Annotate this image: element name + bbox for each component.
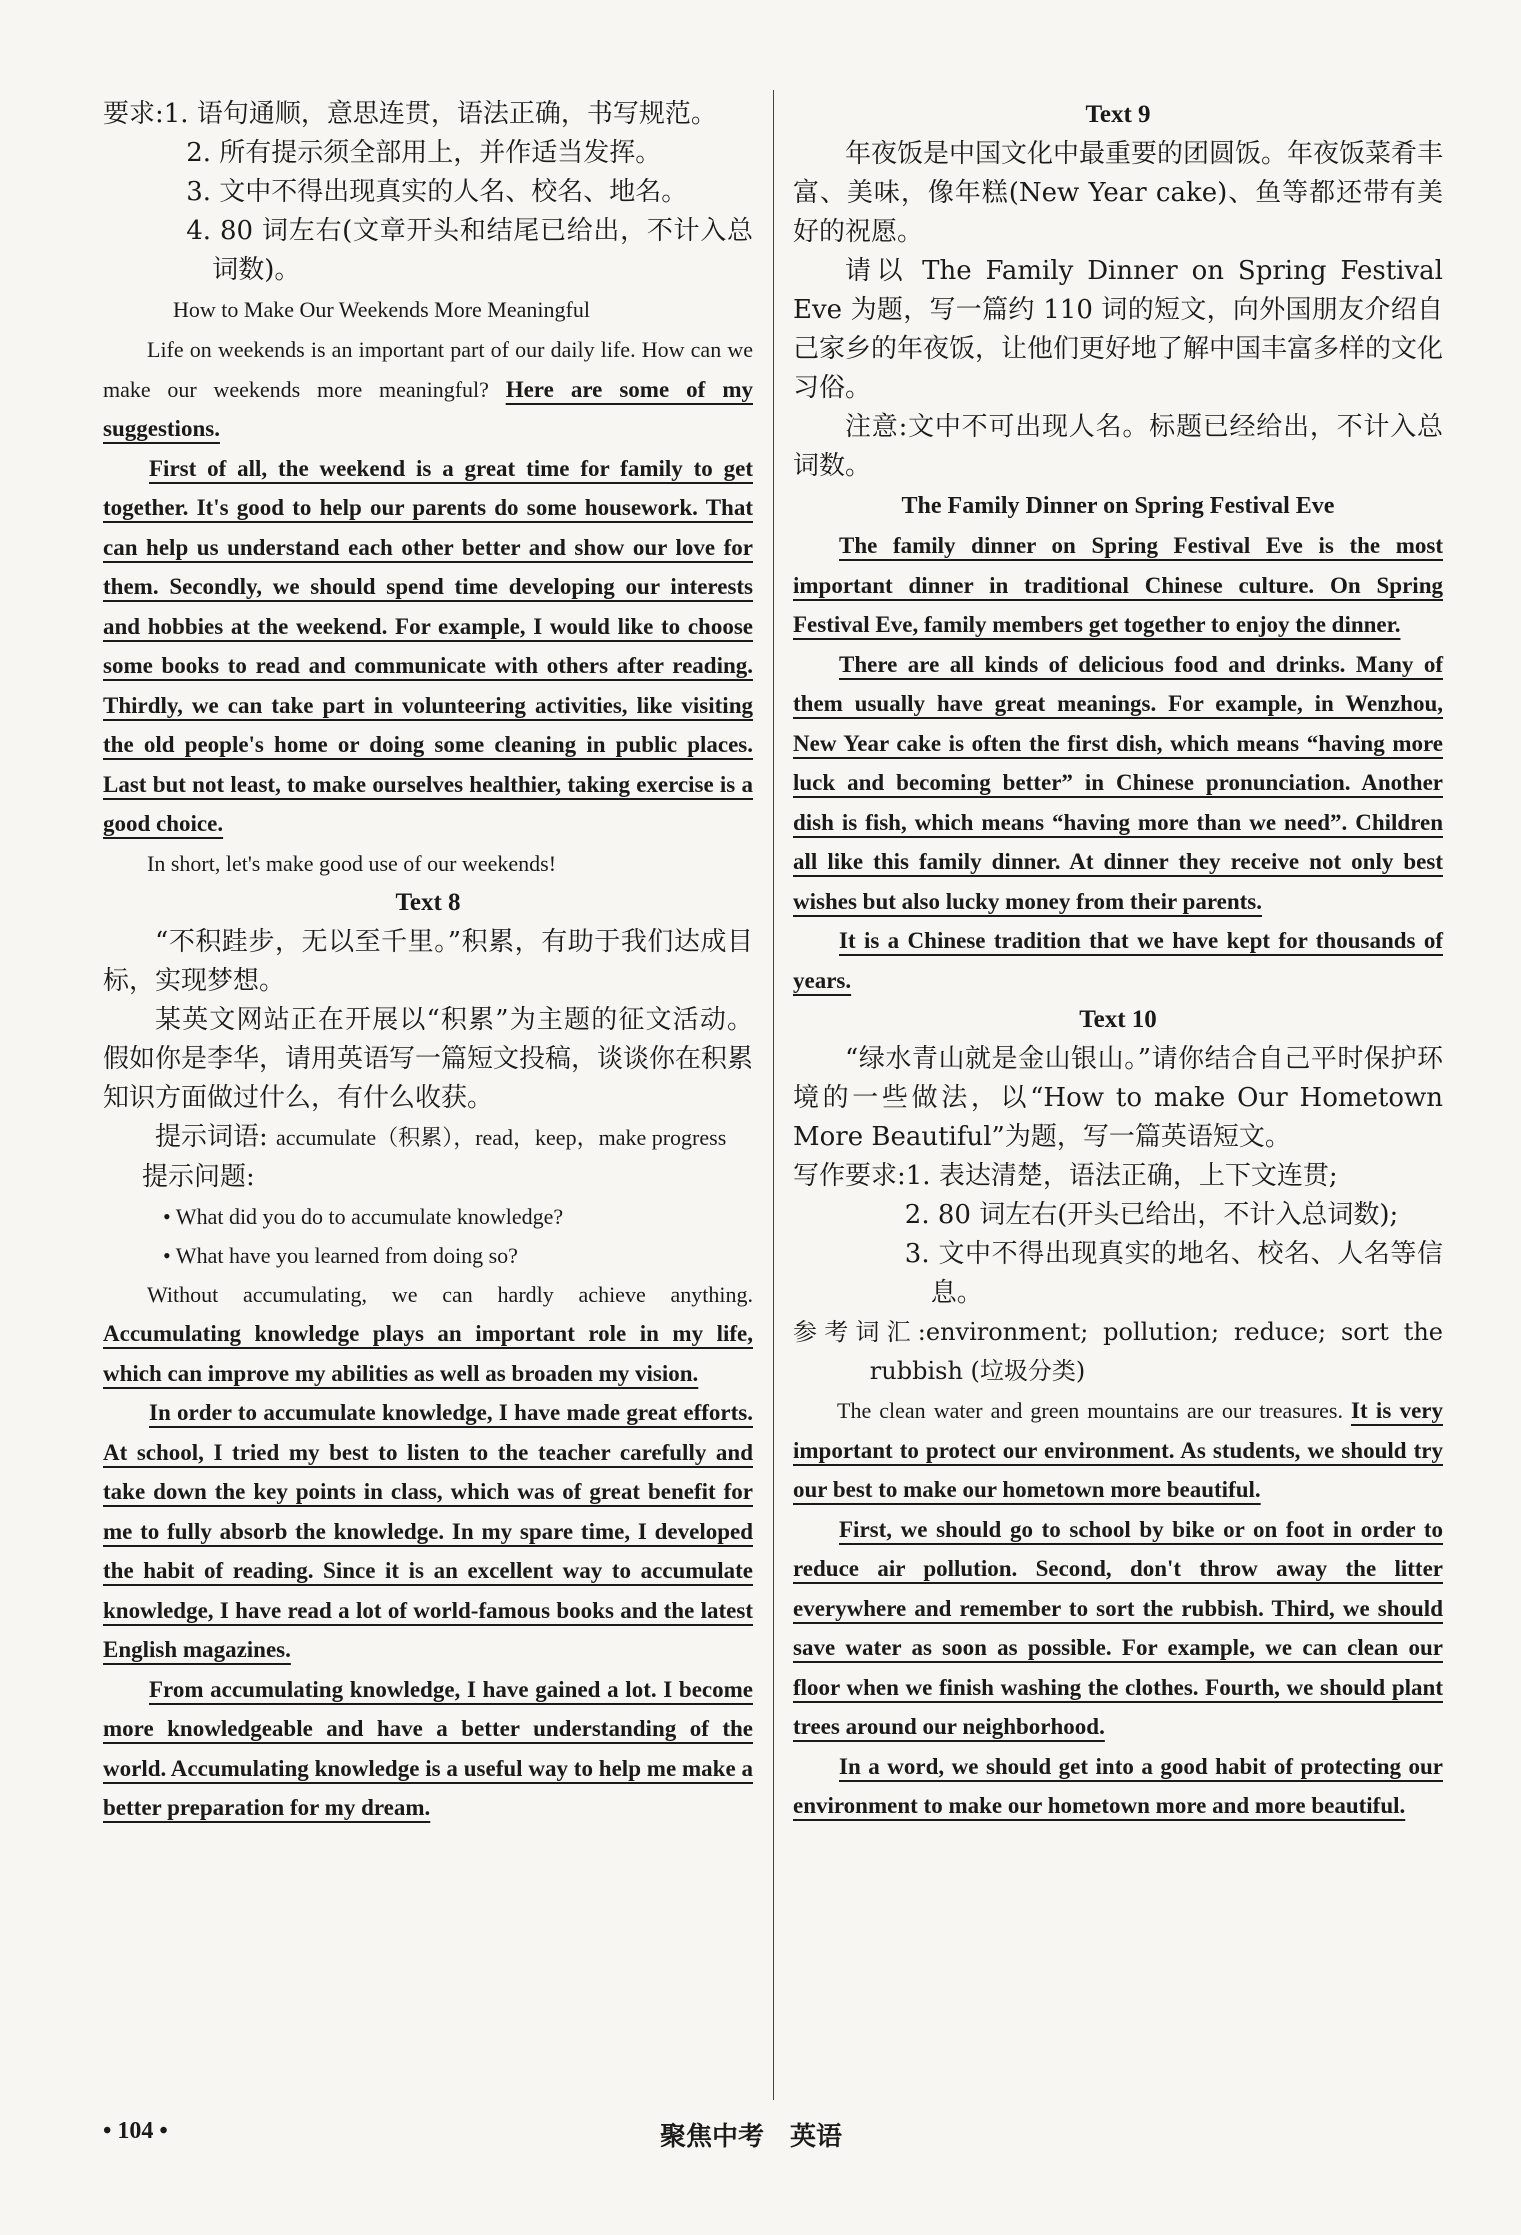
text8-question-label: 提示问题: [142,1161,255,1192]
text10-answer-2: First, we should go to school by bike or on foot in order to reduce air pollution. Second, don't throw away the litter everywhere and remember to sort the rubbish. Third, we should save water as soon as possible. For example, we can clean our floor when we finish washing the clothes. Fourth, we should plant trees around our neighborhood. [793,1516,1443,1739]
text8-question-1: • What did you do to accumulate knowledge? [163,1203,564,1229]
essay-opening [103,330,753,449]
text10-vocabulary: 参考词汇:environment; pollution; reduce; sort the rubbish (垃圾分类) [793,1318,1443,1385]
right-column [793,95,1443,1826]
text10-opening-text: The clean water and green mountains are our treasures. [837,1398,1343,1423]
text10-heading: Text 10 [1079,1006,1157,1033]
text8-quote: “不积跬步，无以至千里。”积累，有助于我们达成目标，实现梦想。 [103,927,753,996]
text8-opening [103,1275,753,1394]
requirements-4: 4. 80 词左右(文章开头和结尾已给出，不计入总词数)。 [186,216,753,285]
text8-task: 某英文网站正在开展以“积累”为主题的征文活动。假如你是李华，请用英语写一篇短文投稿，谈谈你在积累知识方面做过什么，有什么收获。 [103,1005,754,1113]
left-column [103,95,753,1828]
essay-ending: In short, let's make good use of our weekends! [147,850,557,876]
text8-hint-values: accumulate（积累），read，keep，make progress [276,1125,727,1150]
text8-question-2: • What have you learned from doing so? [163,1242,518,1268]
text10-requirement-1: 写作要求:1. 表达清楚，语法正确，上下文连贯; [793,1161,1338,1191]
text10-task: “绿水青山就是金山银山。”请你结合自己平时保护环境的一些做法，以“How to make Our Hometown More Beautiful”为题，写一篇英语短文。 [793,1044,1443,1152]
requirements-3: 3. 文中不得出现真实的人名、校名、地名。 [186,177,688,207]
text9-note: 注意:文中不可出现人名。标题已经给出，不计入总词数。 [793,412,1443,481]
text9-intro: 年夜饭是中国文化中最重要的团圆饭。年夜饭菜肴丰富、美味，像年糕(New Year cake)、鱼等都还带有美好的祝愿。 [793,139,1444,247]
text8-answer-3: From accumulating knowledge, I have gained a lot. I become more knowledgeable and have a better understanding of the world. Accumulating knowledge is a useful way to help me make a better preparation for my dream. [103,1676,753,1820]
text9-heading: Text 9 [1085,101,1151,128]
subject: 英语 [790,2122,843,2152]
text10-requirement-3: 3. 文中不得出现真实的地名、校名、人名等信息。 [904,1239,1443,1308]
book-title: 聚焦中考 [660,2122,765,2152]
text8-answer-2: In order to accumulate knowledge, I have made great efforts. At school, I tried my best to listen to the teacher carefully and take down the key points in class, which was of great benefit for me to fully absorb the knowledge. In my spare time, I developed the habit of reading. Since it is an excellent way to accumulate knowledge, I have read a lot of world-famous books and the latest English magazines. [103,1400,753,1662]
requirements-1: 要求:1. 语句通顺，意思连贯，语法正确，书写规范。 [103,99,717,129]
essay-opening-text: Life on weekends is an important part of our daily life. How can we make our weekends more meaningful? [103,337,753,402]
text10-opening [793,1391,1443,1510]
text8-hint-label: 提示词语: [155,1122,268,1152]
text10-answer-1: It is very important to protect our environment. As students, we should try our best to make our hometown more beautiful. [793,1398,1443,1502]
essay-title: How to Make Our Weekends More Meaningful [173,297,590,322]
text9-task: 请以 The Family Dinner on Spring Festival Eve 为题，写一篇约 110 词的短文，向外国朋友介绍自己家乡的年夜饭，让他们更好地了解中国丰富多样的文化习俗。 [793,256,1444,403]
text9-answer-1: The family dinner on Spring Festival Eve is the most important dinner in traditional Chinese culture. On Spring Festival Eve, family members get together to enjoy the dinner. [793,533,1443,637]
page-number: • 104 • [103,2118,168,2144]
text9-answer-3: It is a Chinese tradition that we have kept for thousands of years. [793,928,1443,993]
text8-opening-text: Without accumulating, we can hardly achieve anything. [147,1281,753,1307]
text10-answer-3: In a word, we should get into a good habit of protecting our environment to make our hometown more and more beautiful. [793,1753,1443,1818]
text10-requirement-2: 2. 80 词左右(开头已给出，不计入总词数); [904,1200,1399,1230]
column-divider [773,90,774,2100]
text8-hint-words [103,1118,753,1158]
text9-essay-title: The Family Dinner on Spring Festival Eve [901,493,1335,519]
essay-opening-answer: Here are some of my suggestions. [103,376,753,441]
footer-book-title [660,2116,868,2153]
essay-answer-body: First of all, the weekend is a great time for family to get together. It's good to help our parents do some housework. That can help us understand each other better and show our love for them. Secondly, we should spend time developing our interests and hobbies at the weekend. For example, I would like to choose some books to read and communicate with others after reading. Thirdly, we can take part in volunteering activities, like visiting the old people's home or doing some cleaning in public places. Last but not least, to make ourselves healthier, taking exercise is a good choice. [103,455,753,836]
text8-answer-1: Accumulating knowledge plays an important role in my life, which can improve my abilities as well as broaden my vision. [103,1321,753,1386]
requirements-2: 2. 所有提示须全部用上，并作适当发挥。 [186,138,662,168]
text9-answer-2: There are all kinds of delicious food and drinks. Many of them usually have great meanings. For example, in Wenzhou, New Year cake is often the first dish, which means “having more luck and becoming better” in Chinese pronunciation. Another dish is fish, which means “having more than we need”. Children all like this family dinner. At dinner they receive not only best wishes but also lucky money from their parents. [793,651,1443,914]
text8-heading: Text 8 [395,889,461,916]
